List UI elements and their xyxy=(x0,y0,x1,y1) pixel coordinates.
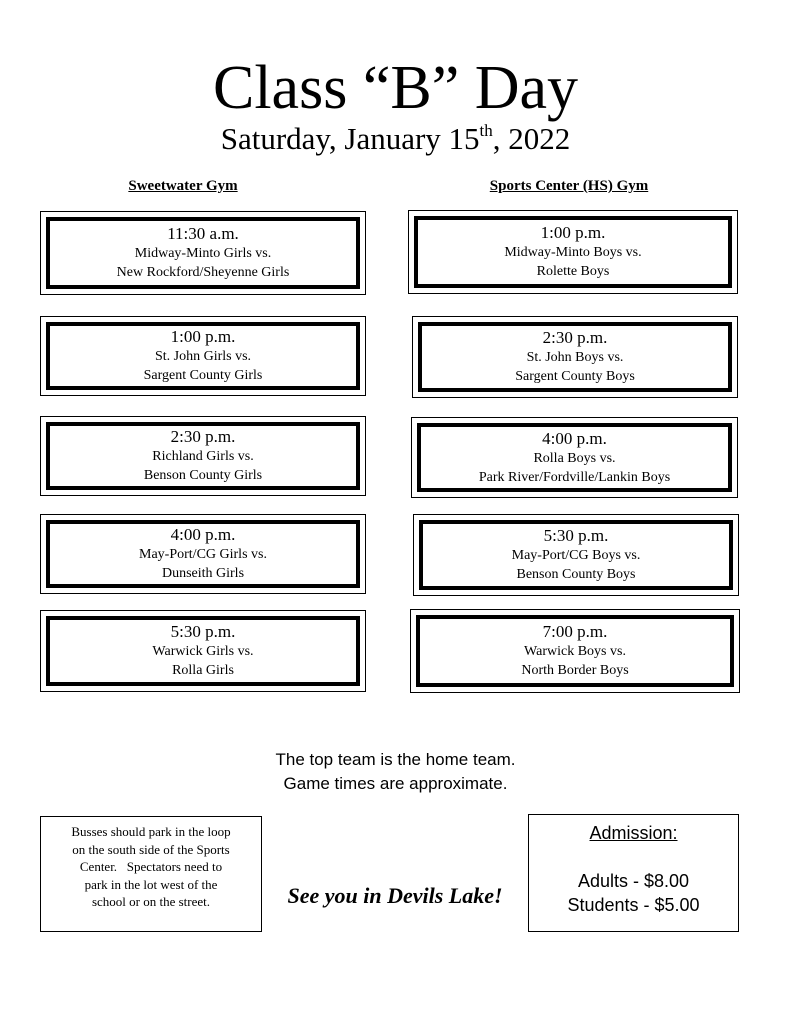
home-team: Midway-Minto Girls vs. xyxy=(134,246,272,261)
game-card xyxy=(408,210,738,294)
away-team: Benson County Girls xyxy=(143,468,263,483)
game-time: 4:00 p.m. xyxy=(542,428,607,448)
home-team-note: The top team is the home team. xyxy=(275,750,516,769)
game-card-inner xyxy=(46,217,360,289)
event-date-text: Saturday, January 15 xyxy=(220,121,480,156)
home-team: Midway-Minto Boys vs. xyxy=(504,245,642,260)
home-team: Warwick Girls vs. xyxy=(152,644,254,659)
away-team: Benson County Boys xyxy=(516,567,636,582)
game-time: 1:00 p.m. xyxy=(170,327,236,346)
home-team: St. John Girls vs. xyxy=(154,349,252,364)
parking-line: school or on the street. xyxy=(91,894,211,909)
event-date xyxy=(0,120,791,158)
game-card-inner xyxy=(414,216,732,288)
game-card-inner xyxy=(46,520,360,588)
game-card xyxy=(40,514,366,594)
parking-line: Center. Spectators need to xyxy=(79,859,223,874)
game-card xyxy=(412,316,738,398)
game-card xyxy=(411,417,738,498)
schedule-notes xyxy=(0,748,791,796)
event-date-suffix: th xyxy=(479,121,493,140)
game-time: 5:30 p.m. xyxy=(170,622,236,641)
right-gym-heading: Sports Center (HS) Gym xyxy=(489,178,649,194)
parking-line: park in the lot west of the xyxy=(84,876,218,892)
home-team: Rolla Boys vs. xyxy=(533,450,616,466)
home-team: Warwick Boys vs. xyxy=(524,644,626,659)
away-team: New Rockford/Sheyenne Girls xyxy=(116,265,290,280)
game-card-inner xyxy=(419,520,733,590)
admission-students-price: Students - $5.00 xyxy=(567,895,700,915)
game-card-inner xyxy=(416,615,734,687)
game-card xyxy=(40,610,366,692)
away-team: Park River/Fordville/Lankin Boys xyxy=(478,469,671,485)
away-team: Dunseith Girls xyxy=(161,566,245,581)
parking-line: on the south side of the Sports xyxy=(72,841,230,857)
left-gym-heading: Sweetwater Gym xyxy=(128,178,238,194)
away-team: Rolette Boys xyxy=(536,264,610,279)
game-time: 5:30 p.m. xyxy=(543,526,609,545)
game-time: 11:30 a.m. xyxy=(167,224,239,243)
parking-info-box xyxy=(40,816,262,932)
game-time: 2:30 p.m. xyxy=(542,328,608,347)
event-date-year: , 2022 xyxy=(492,121,571,156)
game-card xyxy=(40,316,366,396)
game-time: 4:00 p.m. xyxy=(170,525,236,544)
home-team: May-Port/CG Boys vs. xyxy=(511,548,641,563)
game-card xyxy=(413,514,739,596)
game-card-inner xyxy=(46,322,360,390)
approximate-times-note: Game times are approximate. xyxy=(283,774,508,793)
page-title: Class “B” Day xyxy=(212,54,579,122)
away-team: North Border Boys xyxy=(521,663,629,678)
game-card xyxy=(40,211,366,295)
game-card xyxy=(40,416,366,496)
game-time: 2:30 p.m. xyxy=(170,427,236,446)
admission-title: Admission: xyxy=(589,823,678,843)
game-card xyxy=(410,609,740,693)
game-card-inner xyxy=(46,422,360,490)
tagline: See you in Devils Lake! xyxy=(287,883,503,908)
home-team: St. John Boys vs. xyxy=(526,350,624,365)
home-team: May-Port/CG Girls vs. xyxy=(139,547,267,562)
game-card-inner xyxy=(417,423,732,492)
admission-box xyxy=(528,814,739,932)
home-team: Richland Girls vs. xyxy=(152,449,254,464)
away-team: Sargent County Boys xyxy=(515,369,635,384)
parking-line: Busses should park in the loop xyxy=(71,824,231,839)
game-card-inner xyxy=(46,616,360,686)
away-team: Sargent County Girls xyxy=(143,368,263,383)
game-time: 1:00 p.m. xyxy=(540,223,606,242)
admission-adults-price: Adults - $8.00 xyxy=(577,871,690,891)
game-card-inner xyxy=(418,322,732,392)
game-time: 7:00 p.m. xyxy=(542,622,608,641)
away-team: Rolla Girls xyxy=(172,663,234,678)
